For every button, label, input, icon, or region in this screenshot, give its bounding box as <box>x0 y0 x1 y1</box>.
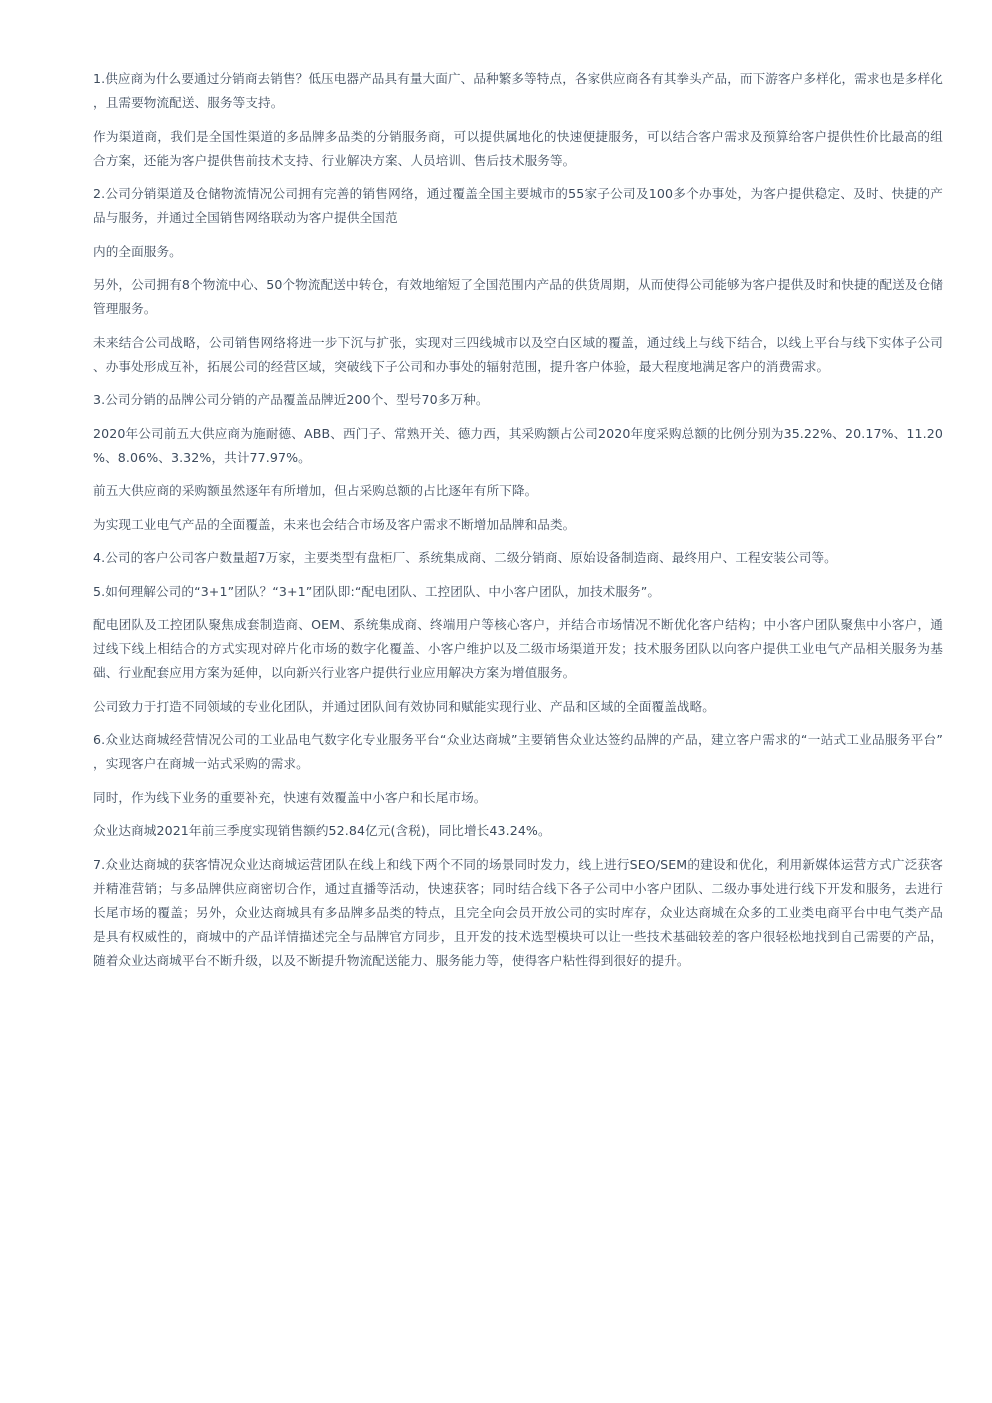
paragraph-brand-expansion: 为实现工业电气产品的全面覆盖，未来也会结合市场及客户需求不断增加品牌和品类。 <box>93 516 576 532</box>
paragraph-channel-role: 作为渠道商，我们是全国性渠道的多品牌多品类的分销服务商，可以提供属地化的快速便捷服务，可以结合客户需求及预算给客户提供性价比最高的组合方案，还能为客户提供售前技术支持、行业解决方案、人员培训、售后技术服务等。 <box>93 128 943 168</box>
paragraph-q7-customer-acquisition: 7.众业达商城的获客情况众业达商城运营团队在线上和线下两个不同的场景同时发力，线上进行SEO/SEM的建设和优化，利用新媒体运营方式广泛获客并精准营销；与多品牌供应商密切合作，通过直播等活动，快速获客；同时结合线下各子公司中小客户团队、二级办事处进行线下开发和服务，去进行长尾市场的覆盖；另外，众业达商城具有多品牌多品类的特点，且完全向会员开放公司的实时库存，众业达商城在众多的工业类电商平台中电气类产品是具有权威性的，商城中的产品详情描述完全与品牌官方同步，且开发的技术选型模块可以让一些技术基础较差的客户很轻松地找到自己需要的产品，随着众业达商城平台不断升级，以及不断提升物流配送能力、服务能力等，使得客户粘性得到很好的提升。 <box>93 856 943 968</box>
paragraph-team-specialization: 公司致力于打造不同领域的专业化团队，并通过团队间有效协同和赋能实现行业、产品和区域的全面覆盖战略。 <box>93 698 715 714</box>
paragraph-future-strategy: 未来结合公司战略，公司销售网络将进一步下沉与扩张，实现对三四线城市以及空白区域的覆盖，通过线上与线下结合，以线上平台与线下实体子公司、办事处形成互补，拓展公司的经营区域，突破线下子公司和办事处的辐射范围，提升客户体验，最大程度地满足客户的消费需求。 <box>93 334 943 374</box>
paragraph-supplier-share-trend: 前五大供应商的采购额虽然逐年有所增加，但占采购总额的占比逐年有所下降。 <box>93 483 538 498</box>
paragraph-q3-brands: 3.公司分销的品牌公司分销的产品覆盖品牌近200个、型号70多万种。 <box>93 392 489 407</box>
paragraph-q2-continuation: 内的全面服务。 <box>93 243 182 259</box>
paragraph-top-five-suppliers: 2020年公司前五大供应商为施耐德、ABB、西门子、常熟开关、德力西，其采购额占公司2020年度采购总额的比例分别为35.22%、20.17%、11.20%、8.06%、3.32%，共计77.97%。 <box>93 425 943 465</box>
document-body <box>93 67 943 982</box>
paragraph-q4-customers: 4.公司的客户公司客户数量超7万家，主要类型有盘柜厂、系统集成商、二级分销商、原始设备制造商、最终用户、工程安装公司等。 <box>93 550 837 565</box>
paragraph-q2-distribution-network: 2.公司分销渠道及仓储物流情况公司拥有完善的销售网络，通过覆盖全国主要城市的55家子公司及100多个办事处，为客户提供稳定、及时、快捷的产品与服务，并通过全国销售网络联动为客户提供全国范 <box>93 186 943 225</box>
paragraph-q5-team-structure: 5.如何理解公司的“3+1”团队？“3+1”团队即:“配电团队、工控团队、中小客户团队，加技术服务”。 <box>93 583 661 599</box>
paragraph-team-focus: 配电团队及工控团队聚焦成套制造商、OEM、系统集成商、终端用户等核心客户，并结合市场情况不断优化客户结构；中小客户团队聚焦中小客户，通过线下线上相结合的方式实现对碎片化市场的数字化覆盖、小客户维护以及二级市场渠道开发；技术服务团队以向客户提供工业电气产品相关服务为基础、行业配套应用方案为延伸，以向新兴行业客户提供行业应用解决方案为增值服务。 <box>93 617 943 680</box>
paragraph-mall-supplement: 同时，作为线下业务的重要补充，快速有效覆盖中小客户和长尾市场。 <box>93 789 487 805</box>
paragraph-logistics-centers: 另外，公司拥有8个物流中心、50个物流配送中转仓，有效地缩短了全国范围内产品的供货周期，从而使得公司能够为客户提供及时和快捷的配送及仓储管理服务。 <box>93 277 943 316</box>
paragraph-q6-mall-operations: 6.众业达商城经营情况公司的工业品电气数字化专业服务平台“众业达商城”主要销售众业达签约品牌的产品，建立客户需求的“一站式工业品服务平台”，实现客户在商城一站式采购的需求。 <box>93 732 943 771</box>
paragraph-q1-supplier-distribution: 1.供应商为什么要通过分销商去销售？低压电器产品具有量大面广、品种繁多等特点，各家供应商各有其拳头产品，而下游客户多样化，需求也是多样化，且需要物流配送、服务等支持。 <box>93 71 944 110</box>
paragraph-mall-sales: 众业达商城2021年前三季度实现销售额约52.84亿元(含税)，同比增长43.24%。 <box>93 823 551 838</box>
